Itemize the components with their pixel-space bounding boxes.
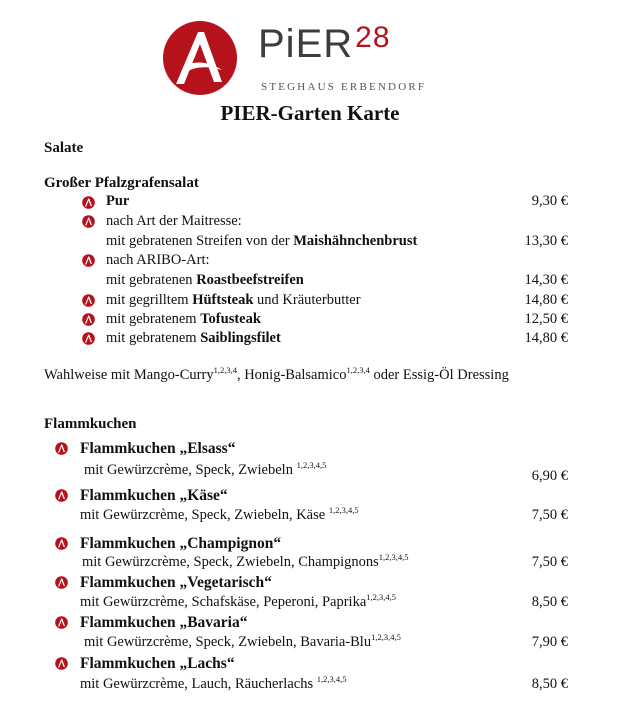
bullet-icon [55, 442, 68, 455]
bullet-icon [82, 196, 95, 209]
salad-option-label: nach Art der Maitresse: [106, 213, 242, 229]
salad-option-price: 14,30 € [524, 272, 568, 288]
salad-option-price: 14,80 € [524, 330, 568, 346]
flammkuchen-description: mit Gewürzcrème, Lauch, Räucherlachs $^{1,2,3,4,5}$ [80, 674, 347, 692]
pier28-logo-mark [162, 20, 238, 96]
flammkuchen-title: Flammkuchen „Käse“ [80, 487, 228, 504]
flammkuchen-title: Flammkuchen „Bavaria“ [80, 614, 248, 631]
bullet-icon [82, 254, 95, 267]
flammkuchen-price: 7,50 € [531, 554, 568, 570]
bullet-icon [55, 489, 68, 502]
flammkuchen-description: mit Gewürzcrème, Schafskäse, Peperoni, Paprika$^{1,2,3,4,5}$ [80, 592, 397, 610]
salad-option-detail: mit gebratenen Streifen von der Maishähnchenbrust [106, 233, 418, 249]
flammkuchen-description: mit Gewürzcrème, Speck, Zwiebeln $^{1,2,3,4,5}$ [84, 460, 327, 478]
bullet-icon [55, 616, 68, 629]
salad-option-price: 13,30 € [524, 233, 568, 249]
dish-title-pfalzgrafensalat: Großer Pfalzgrafensalat [44, 175, 199, 191]
salad-option-price: 12,50 € [524, 311, 568, 327]
salad-option-label: nach ARIBO-Art: [106, 252, 210, 268]
bullet-icon [82, 332, 95, 345]
bullet-icon [55, 537, 68, 550]
bullet-icon [55, 576, 68, 589]
salad-option-label: mit gebratenem Saiblingsfilet [106, 330, 281, 346]
flammkuchen-description: mit Gewürzcrème, Speck, Zwiebeln, Bavaria-Blu$^{1,2,3,4,5}$ [84, 632, 401, 650]
flammkuchen-title: Flammkuchen „Lachs“ [80, 655, 235, 672]
flammkuchen-title: Flammkuchen „Champignon“ [80, 535, 282, 552]
bullet-icon [82, 215, 95, 228]
salad-option-label: mit gegrilltem Hüftsteak und Kräuterbutter [106, 292, 361, 308]
bullet-icon [82, 313, 95, 326]
logo-number: 28 [355, 21, 391, 54]
menu-title: PIER-Garten Karte [220, 101, 400, 125]
dressing-note: Wahlweise mit Mango-Curry$^{1,2,3,4}$, Honig-Balsamico$^{1,2,3,4}$ oder Essig-Öl Dressing [44, 365, 509, 383]
salad-option-price: 14,80 € [524, 292, 568, 308]
salad-option-label: Pur [106, 193, 130, 209]
flammkuchen-description: mit Gewürzcrème, Speck, Zwiebeln, Champignons$^{1,2,3,4,5}$ [82, 552, 409, 570]
flammkuchen-price: 7,90 € [531, 634, 568, 650]
bullet-icon [55, 657, 68, 670]
logo-wordmark: PiER$^{28}$ [258, 21, 391, 66]
flammkuchen-title: Flammkuchen „Elsass“ [80, 440, 236, 457]
flammkuchen-price: 7,50 € [531, 507, 568, 523]
salad-option-price: 9,30 € [531, 193, 568, 209]
section-heading-salate: Salate [44, 140, 84, 156]
section-heading-flammkuchen: Flammkuchen [44, 416, 137, 432]
salad-option-detail: mit gebratenen Roastbeefstreifen [106, 272, 304, 288]
flammkuchen-title: Flammkuchen „Vegetarisch“ [80, 574, 272, 591]
flammkuchen-description: mit Gewürzcrème, Speck, Zwiebeln, Käse $^{1,2,3,4,5}$ [80, 505, 359, 523]
flammkuchen-price: 8,50 € [531, 676, 568, 692]
bullet-icon [82, 294, 95, 307]
salad-option-label: mit gebratenem Tofusteak [106, 311, 261, 327]
flammkuchen-price: 6,90 € [531, 468, 568, 484]
flammkuchen-price: 8,50 € [531, 594, 568, 610]
logo-subtitle: STEGHAUS ERBENDORF [261, 81, 427, 93]
